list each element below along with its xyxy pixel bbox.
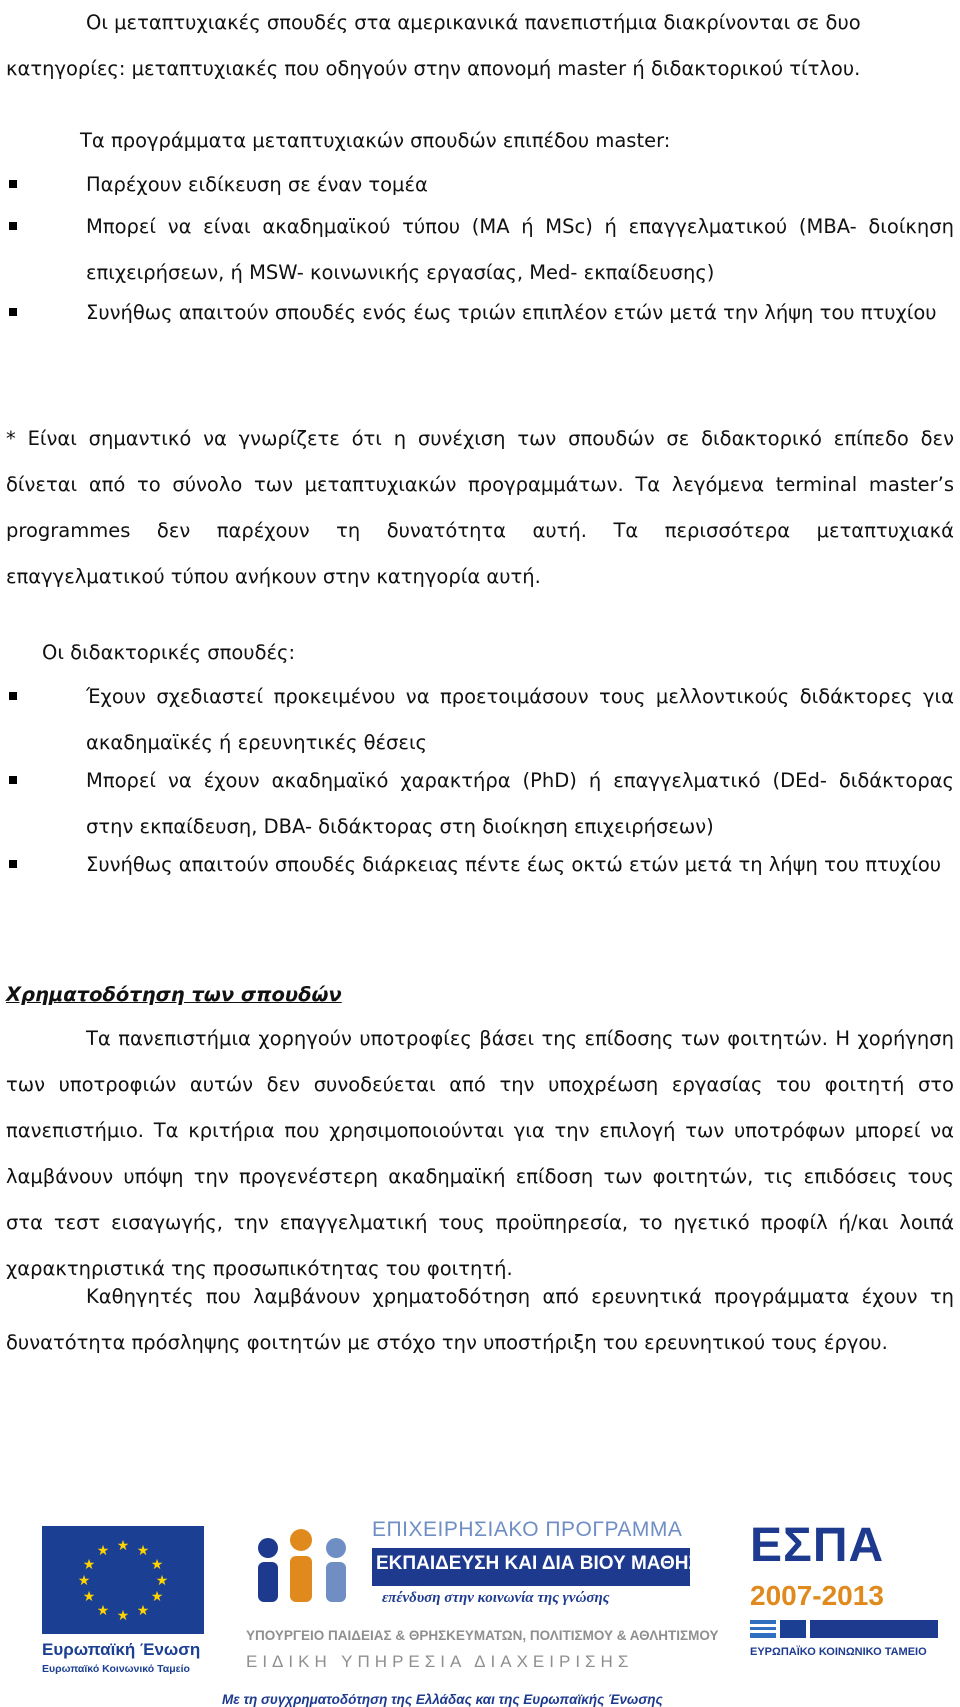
funding-heading: Χρηματοδότηση των σπουδών bbox=[6, 983, 342, 1006]
cofunding-statement: Με τη συγχρηματοδότηση της Ελλάδας και της Ευρωπαϊκής Ένωσης bbox=[222, 1692, 663, 1707]
op-name: ΕΚΠΑΙΔΕΥΣΗ ΚΑΙ ΔΙΑ ΒΙΟΥ ΜΑΘΗΣΗ bbox=[376, 1553, 714, 1574]
eu-fund-name: Ευρωπαϊκό Κοινωνικό Ταμείο bbox=[42, 1663, 190, 1675]
op-motto: επένδυση στην κοινωνία της γνώσης bbox=[382, 1590, 610, 1606]
espa-fund-name: ΕΥΡΩΠΑΪΚΟ ΚΟΙΝΩΝΙΚΟ ΤΑΜΕΙΟ bbox=[750, 1646, 927, 1658]
svg-text:★: ★ bbox=[136, 1543, 150, 1559]
eu-name: Ευρωπαϊκή Ένωση bbox=[42, 1640, 201, 1659]
op-title: ΕΠΙΧΕΙΡΗΣΙΑΚΟ ΠΡΟΓΡΑΜΜΑ bbox=[372, 1518, 683, 1541]
masters-heading: Τα προγράμματα μεταπτυχιακών σπουδών επιπέδου master: bbox=[80, 129, 671, 152]
bullet-square-icon bbox=[9, 180, 17, 188]
espa-logo: ΕΣΠΑ bbox=[750, 1519, 885, 1572]
svg-text:★: ★ bbox=[96, 1603, 110, 1619]
svg-text:★: ★ bbox=[150, 1557, 164, 1573]
funding-logos-footer bbox=[0, 1510, 960, 1707]
svg-text:★: ★ bbox=[77, 1573, 91, 1589]
svg-text:★: ★ bbox=[82, 1589, 96, 1605]
funding-paragraph-2: Καθηγητές που λαμβάνουν χρηματοδότηση από ερευνητικά προγράμματα έχουν τη δυνατότητα πρόσληψης φοιτητών με στόχο την υποστήριξη του ερευνητικού τους έργου. bbox=[6, 1285, 954, 1354]
bullet-text: Συνήθως απαιτούν σπουδές διάρκειας πέντε έως οκτώ ετών μετά τη λήψη του πτυχίου bbox=[86, 853, 942, 876]
bullet-text: Παρέχουν ειδίκευση σε έναν τομέα bbox=[86, 173, 428, 196]
bullet-text: Συνήθως απαιτούν σπουδές ενός έως τριών επιπλέον ετών μετά την λήψη του πτυχίου bbox=[86, 301, 937, 324]
doctoral-heading: Οι διδακτορικές σπουδές: bbox=[42, 641, 296, 664]
svg-text:★: ★ bbox=[82, 1557, 96, 1573]
bullet-square-icon bbox=[9, 860, 17, 868]
flags-strip-icon bbox=[750, 1618, 938, 1640]
programme-figures-icon bbox=[246, 1518, 366, 1618]
svg-text:★: ★ bbox=[150, 1589, 164, 1605]
bullet-text: Έχουν σχεδιαστεί προκειμένου να προετοιμάσουν τους μελλοντικούς διδάκτορες για ακαδημαϊκές ή ερευνητικές θέσεις bbox=[86, 685, 954, 754]
svg-text:★: ★ bbox=[96, 1543, 110, 1559]
funding-paragraph-1: Τα πανεπιστήμια χορηγούν υποτροφίες βάσει της επίδοσης των φοιτητών. Η χορήγηση των υποτροφιών αυτών δεν συνοδεύεται από την υποχρέωση εργασίας του φοιτητή στο πανεπιστήμιο. Τα κριτήρια που χρησιμοποιούνται για την επιλογή των υποτρόφων μπορεί να λαμβάνουν υπόψη την προγενέστερη ακαδημαϊκή επίδοση των φοιτητών, τις επιδόσεις τους στα τεστ εισαγωγής, την επαγγελματική τους προϋπηρεσία, το ηγετικό προφίλ ή/και λοιπά χαρακτηριστικά της προσωπικότητας του φοιτητή. bbox=[6, 1027, 954, 1280]
bullet-square-icon bbox=[9, 222, 17, 230]
bullet-text: Μπορεί να έχουν ακαδημαϊκό χαρακτήρα (PhD) ή επαγγελματικό (DEd- διδάκτορας στην εκπαίδευση, DBA- διδάκτορας στη διοίκηση επιχειρήσεων) bbox=[86, 769, 954, 838]
eu-flag-logo bbox=[42, 1526, 204, 1634]
managing-service-name: ΕΙΔΙΚΗ ΥΠΗΡΕΣΙΑ ΔΙΑΧΕΙΡΙΣΗΣ bbox=[246, 1652, 634, 1671]
bullet-square-icon bbox=[9, 308, 17, 316]
espa-logo-block bbox=[720, 1518, 938, 1678]
svg-text:★: ★ bbox=[116, 1538, 130, 1554]
ministry-name: ΥΠΟΥΡΓΕΙΟ ΠΑΙΔΕΙΑΣ & ΘΡΗΣΚΕΥΜΑΤΩΝ, ΠΟΛΙΤΙΣΜΟΥ & ΑΘΛΗΤΙΣΜΟΥ bbox=[246, 1628, 719, 1643]
bullet-square-icon bbox=[9, 692, 17, 700]
intro-line-2: κατηγορίες: μεταπτυχιακές που οδηγούν στην απονομή master ή διδακτορικού τίτλου. bbox=[6, 57, 861, 80]
terminal-masters-note: * Είναι σημαντικό να γνωρίζετε ότι η συνέχιση των σπουδών σε διδακτορικό επίπεδο δεν δίνεται από το σύνολο των μεταπτυχιακών προγραμμάτων. Τα λεγόμενα terminal master’s programmes δεν παρέχουν τη δυνατότητα αυτή. Τα περισσότερα μεταπτυχιακά επαγγελματικού τύπου ανήκουν στην κατηγορία αυτή. bbox=[6, 427, 954, 588]
svg-text:★: ★ bbox=[116, 1608, 130, 1624]
intro-line-1: Οι μεταπτυχιακές σπουδές στα αμερικανικά πανεπιστήμια διακρίνονται σε δυο bbox=[86, 11, 861, 34]
eu-stars-icon bbox=[42, 1526, 204, 1634]
operational-programme-logo bbox=[246, 1518, 719, 1683]
bullet-text: Μπορεί να είναι ακαδημαϊκού τύπου (MA ή MSc) ή επαγγελματικού (MBA- διοίκηση επιχειρήσεων, ή MSW- κοινωνικής εργασίας, Med- εκπαίδευσης) bbox=[86, 215, 954, 284]
svg-text:★: ★ bbox=[136, 1603, 150, 1619]
bullet-square-icon bbox=[9, 776, 17, 784]
op-name-bar bbox=[372, 1548, 714, 1586]
espa-years: 2007-2013 bbox=[750, 1580, 884, 1611]
svg-text:★: ★ bbox=[155, 1573, 169, 1589]
